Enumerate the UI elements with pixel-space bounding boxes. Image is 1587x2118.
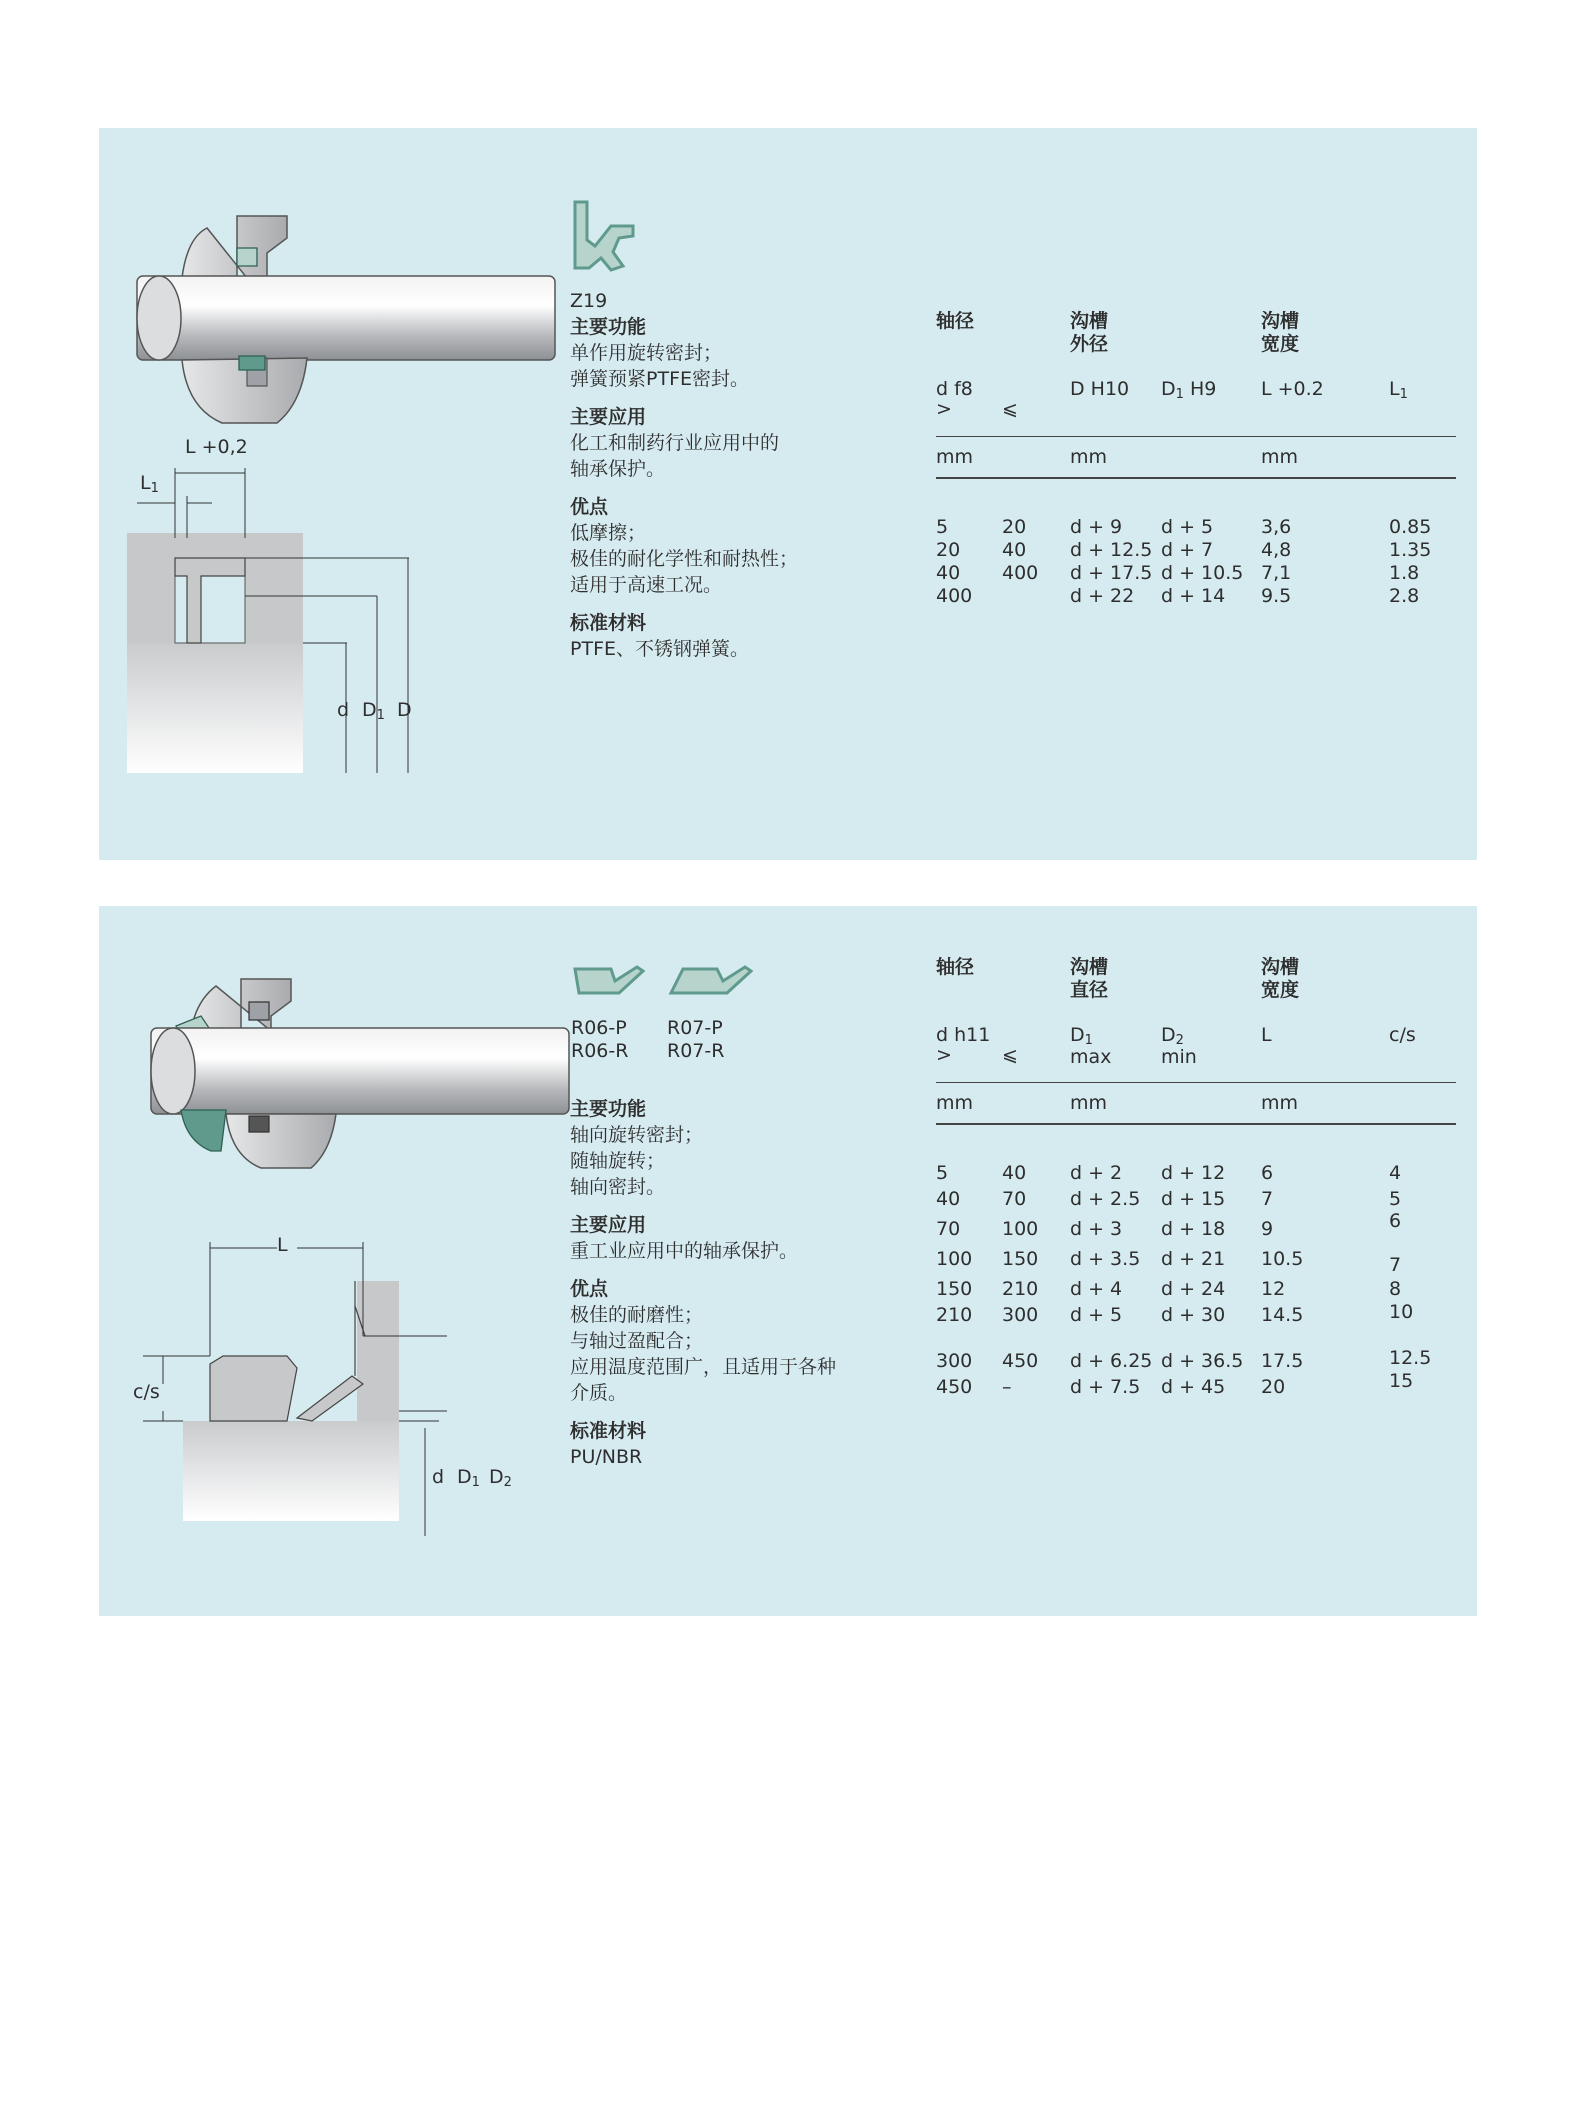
col-D2: $D_2$ (1161, 1024, 1184, 1048)
header-groove: 沟槽 直径 (1070, 956, 1109, 1001)
col-d-tol: d f8 (936, 378, 973, 400)
z19-dim-d1: $D_1$ (362, 699, 385, 723)
table-row: 210 300 d + 5 d + 30 14.5 10 (936, 1301, 1414, 1326)
col-d-tol: d h11 (936, 1024, 991, 1046)
col-L: L +0.2 (1261, 378, 1324, 400)
section-r06-r07-panel (99, 906, 1477, 1616)
info-block-application: 主要应用 化工和制药行业应用中的 轴承保护。 (570, 406, 780, 480)
z19-dim-l: L +0,2 (185, 436, 248, 458)
table-row: 40 400 d + 17.5 d + 10.5 7,1 1.8 (936, 562, 1420, 584)
table-row: 70 100 d + 3 d + 18 9 6 (936, 1210, 1402, 1240)
header-width: 沟槽 宽度 (1261, 310, 1300, 355)
r06-dimension-table (936, 956, 1456, 1436)
unit-1: mm (936, 446, 974, 468)
header-shaft: 轴径 (936, 956, 975, 978)
info-block-function: 主要功能 轴向旋转密封； 随轴旋转； 轴向密封。 (570, 1098, 704, 1198)
col-gt: > (936, 1044, 952, 1066)
z19-dimension-table (936, 310, 1456, 610)
r06-dim-d: d (432, 1466, 445, 1488)
code-r06-p: R06-P (571, 1017, 627, 1039)
r06-dim-d1: $D_1$ (457, 1466, 480, 1490)
section-z19-panel (99, 128, 1477, 860)
table-row: 5 20 d + 9 d + 5 3,6 0.85 (936, 516, 1432, 538)
col-D1: $D_1$ (1070, 1024, 1093, 1048)
info-block-material: 标准材料 PU/NBR (570, 1420, 647, 1468)
unit-3: mm (1261, 1092, 1299, 1114)
code-r06-r: R06-R (571, 1040, 629, 1062)
col-D1: $D_1$ H9 (1161, 378, 1217, 402)
unit-2: mm (1070, 446, 1108, 468)
table-rule-top (936, 436, 1456, 437)
col-cs: c/s (1389, 1024, 1416, 1046)
r06-info (570, 1096, 836, 1482)
table-rule-top (936, 1082, 1456, 1083)
z19-dim-l1: $L_1$ (140, 472, 159, 496)
table-row: 20 40 d + 12.5 d + 7 4,8 1.35 (936, 539, 1432, 561)
header-shaft: 轴径 (936, 310, 975, 332)
unit-2: mm (1070, 1092, 1108, 1114)
table-row: 150 210 d + 4 d + 24 12 8 (936, 1278, 1402, 1300)
r06-dim-cs: c/s (133, 1381, 160, 1403)
table-row: 40 70 d + 2.5 d + 15 7 5 (936, 1188, 1402, 1210)
col-L: L (1261, 1024, 1272, 1046)
code-r07-r: R07-R (667, 1040, 725, 1062)
r07-profile-icon (667, 963, 757, 997)
table-row: 450 – d + 7.5 d + 45 20 15 (936, 1370, 1414, 1398)
z19-profile-icon (571, 200, 641, 272)
table-rule-bottom (936, 1123, 1456, 1125)
z19-assembly-illustration (127, 208, 577, 448)
unit-3: mm (1261, 446, 1299, 468)
unit-1: mm (936, 1092, 974, 1114)
header-width: 沟槽 宽度 (1261, 956, 1300, 1001)
table-rule-bottom (936, 477, 1456, 479)
info-block-function: 主要功能 单作用旋转密封； 弹簧预紧PTFE密封。 (570, 316, 749, 390)
z19-dim-D: D (397, 699, 412, 721)
r06-assembly-illustration (141, 976, 581, 1176)
col-le: ⩽ (1002, 1044, 1018, 1066)
z19-info (570, 288, 798, 674)
col-D2-note: min (1161, 1046, 1197, 1068)
info-block-advantages: 优点 极佳的耐磨性； 与轴过盈配合； 应用温度范围广，且适用于各种 介质。 (570, 1278, 837, 1404)
info-block-material: 标准材料 PTFE、不锈钢弹簧。 (570, 612, 749, 660)
r06-profile-icon (571, 963, 649, 997)
table-row: 100 150 d + 3.5 d + 21 10.5 7 (936, 1248, 1402, 1276)
col-D: D H10 (1070, 378, 1130, 400)
header-groove: 沟槽 外径 (1070, 310, 1109, 355)
code-r07-p: R07-P (667, 1017, 723, 1039)
z19-dim-d: d (337, 699, 350, 721)
table-row: 300 450 d + 6.25 d + 36.5 17.5 12.5 (936, 1347, 1432, 1372)
table-row: 5 40 d + 2 d + 12 6 4 (936, 1162, 1402, 1184)
col-gt: > (936, 398, 952, 420)
r06-dim-d2: $D_2$ (489, 1466, 512, 1490)
table-row: 400 d + 22 d + 14 9.5 2.8 (936, 585, 1420, 607)
info-block-application: 主要应用 重工业应用中的轴承保护。 (570, 1214, 799, 1262)
col-D1-note: max (1070, 1046, 1112, 1068)
r06-dim-l: L (277, 1234, 288, 1256)
z19-cross-section (127, 428, 447, 808)
product-code: Z19 (570, 290, 608, 312)
info-block-advantages: 优点 低摩擦； 极佳的耐化学性和耐热性； 适用于高速工况。 (570, 496, 799, 596)
col-L1: $L_1$ (1389, 378, 1408, 402)
col-le: ⩽ (1002, 398, 1018, 420)
